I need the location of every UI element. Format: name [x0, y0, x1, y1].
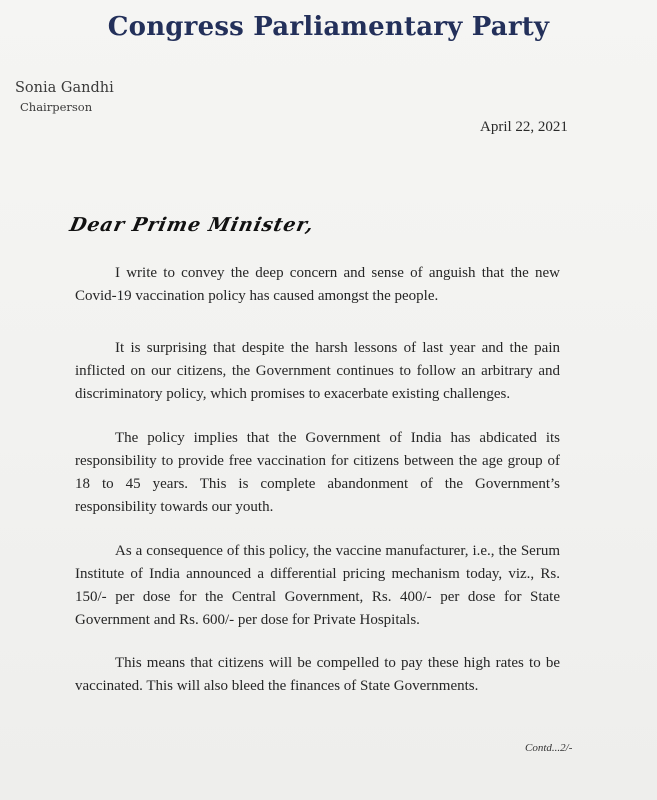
paragraph-4 — [75, 540, 560, 632]
paragraph-text: It is surprising that despite the harsh lessons of last year and the pain inflicted on our citizens, the Government continues to follow an arbitrary and discriminatory policy, which promises to exacerbate existing challenges. — [75, 340, 560, 402]
sender-name: Sonia Gandhi — [15, 80, 114, 96]
paragraph-5 — [75, 652, 560, 698]
continued-marker: Contd...2/- — [525, 742, 573, 754]
paragraph-text: I write to convey the deep concern and sense of anguish that the new Covid-19 vaccination policy has caused amongst the people. — [75, 265, 560, 304]
paragraph-1 — [75, 262, 560, 308]
sender-title: Chairperson — [20, 100, 93, 114]
handwritten-salutation: Dear Prime Minister, — [67, 214, 317, 236]
paragraph-text: As a consequence of this policy, the vaccine manufacturer, i.e., the Serum Institute of India announced a differential pricing mechanism today, viz., Rs. 150/- per dose for the Central Government, Rs. 400/- per dose for State Government and Rs. 600/- per dose for Private Hospitals. — [75, 543, 560, 628]
paragraph-3 — [75, 427, 560, 519]
letterhead-title: Congress Parliamentary Party — [107, 12, 550, 42]
paragraph-2 — [75, 337, 560, 406]
paragraph-text: This means that citizens will be compelled to pay these high rates to be vaccinated. This will also bleed the finances of State Governments. — [75, 655, 560, 694]
letter-date: April 22, 2021 — [480, 119, 568, 135]
paragraph-text: The policy implies that the Government of India has abdicated its responsibility to provide free vaccination for citizens between the age group of 18 to 45 years. This is complete abandonment of the Government’s responsibility towards our youth. — [75, 430, 560, 515]
